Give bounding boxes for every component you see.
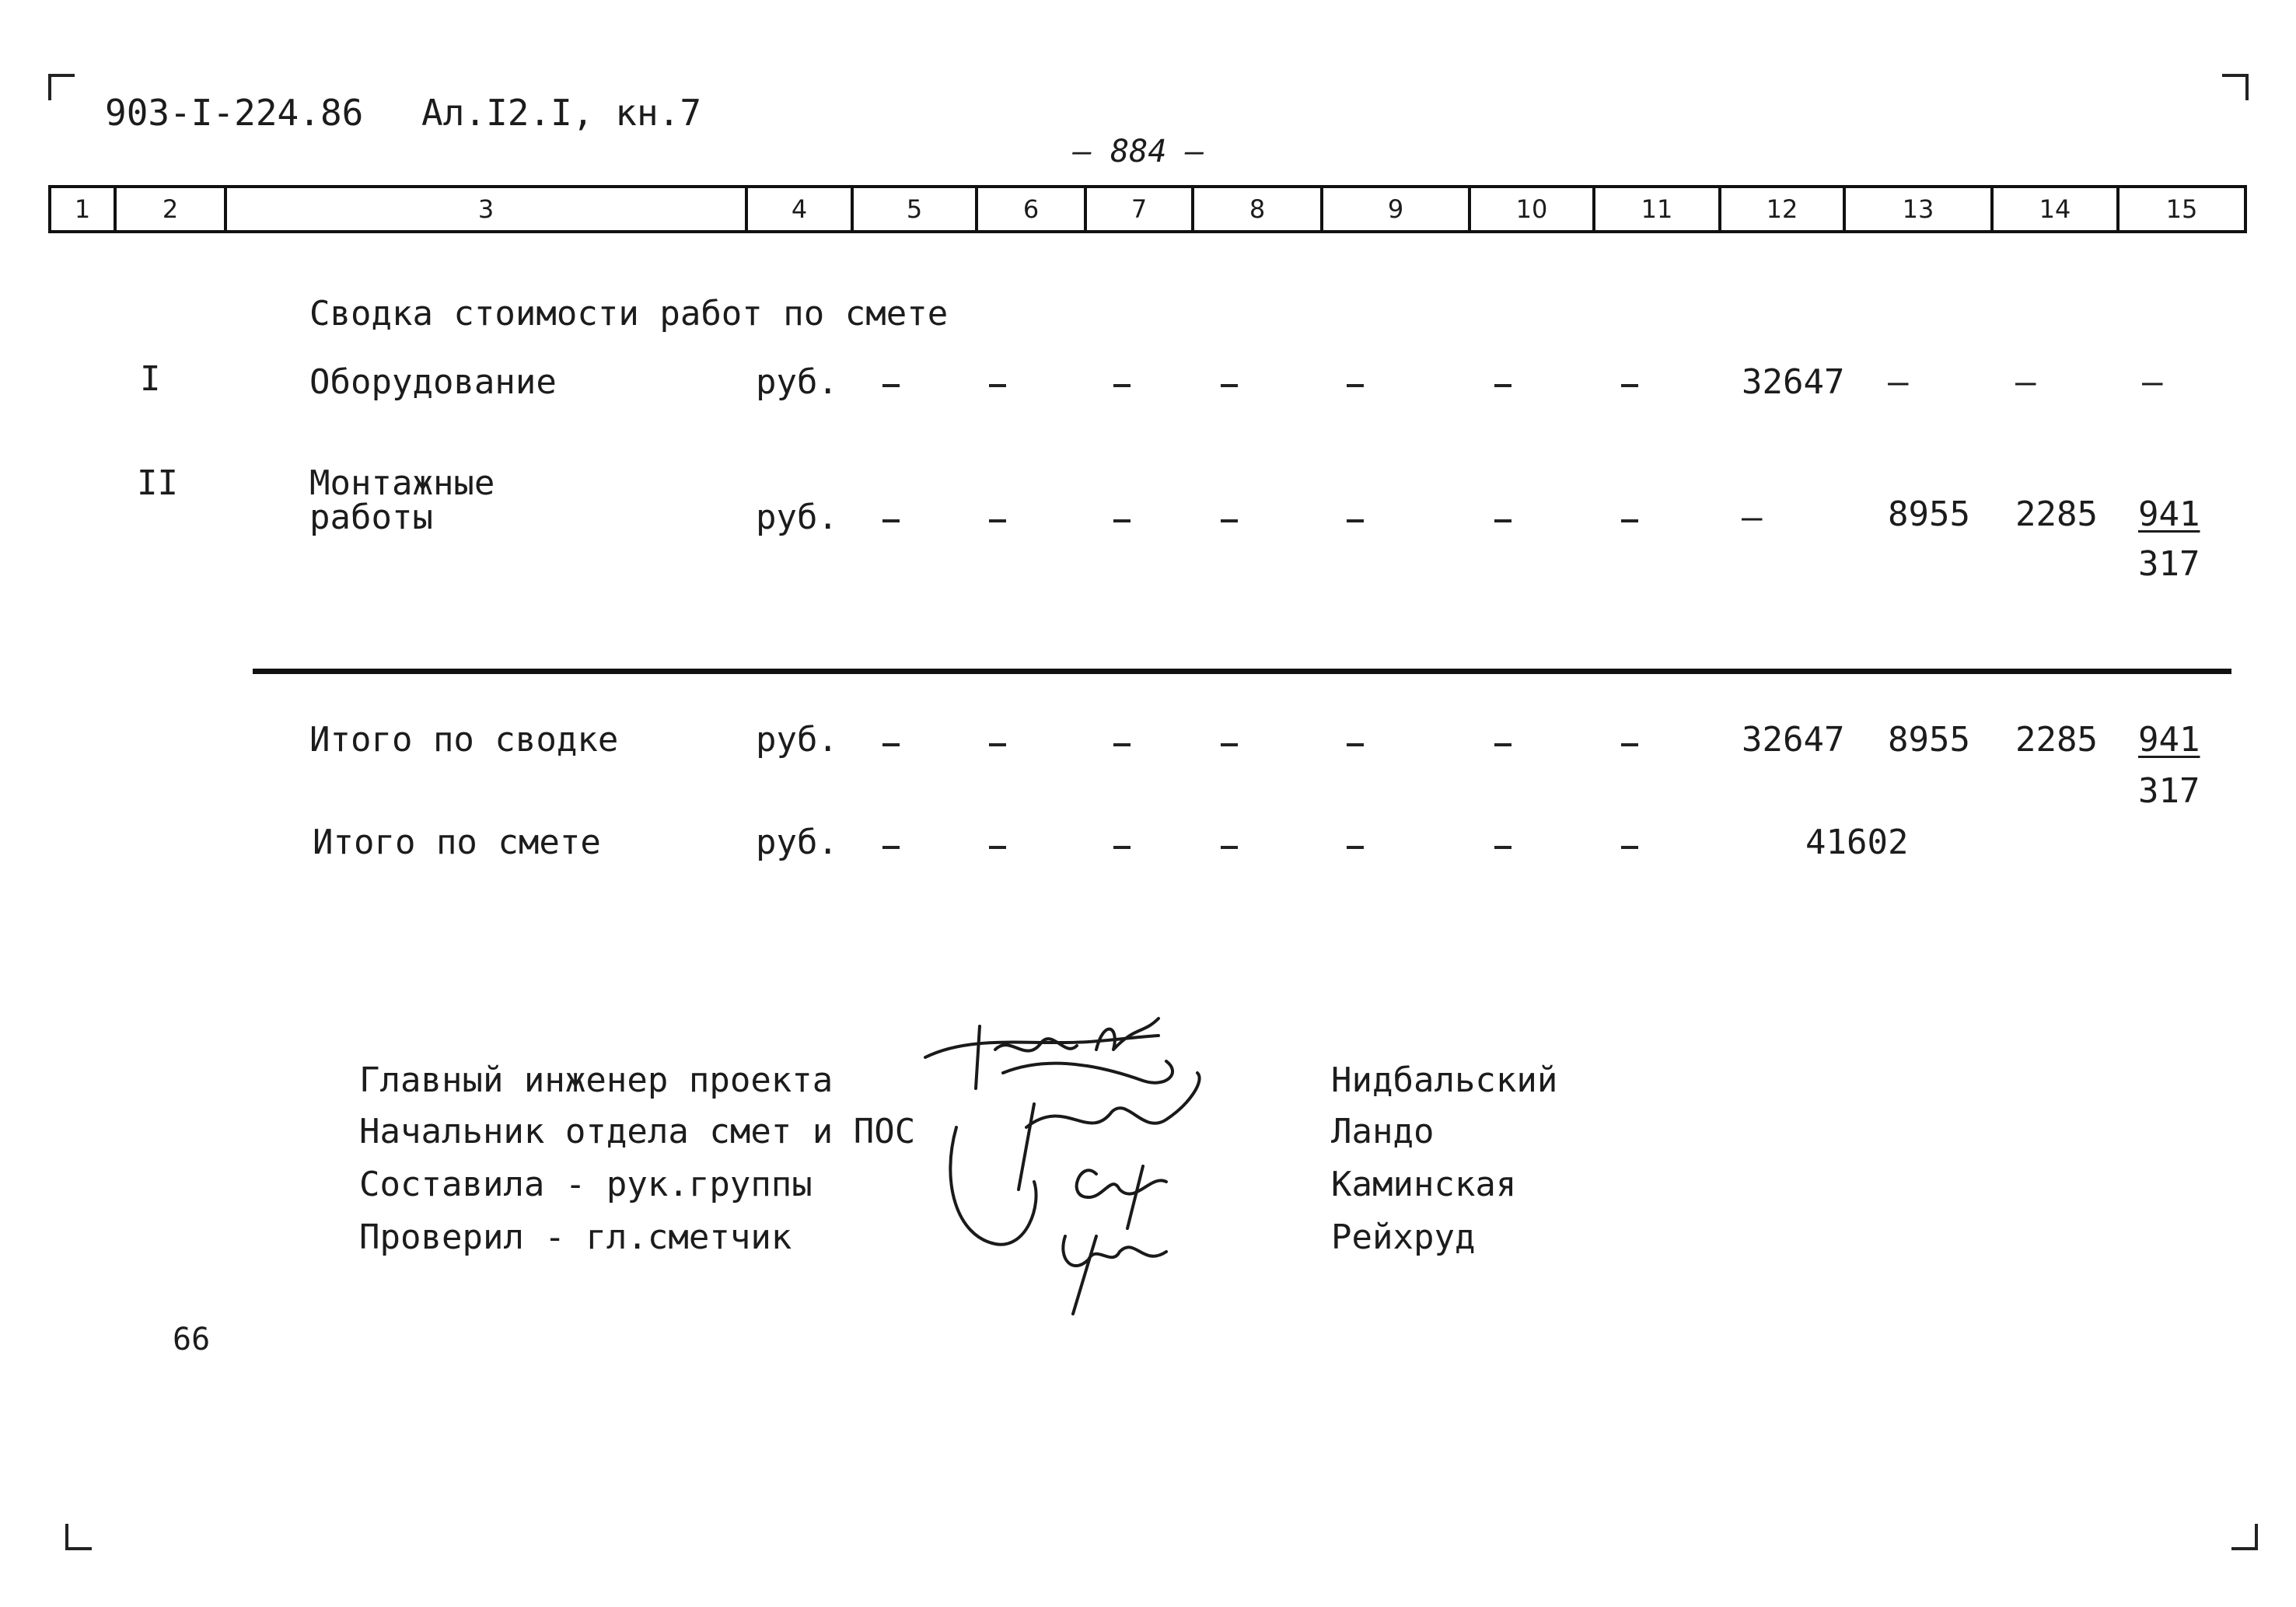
empty-cell-dash (882, 519, 900, 522)
corner-mark-bottom-left (65, 1524, 92, 1550)
column-number: 12 (1721, 185, 1846, 233)
empty-cell-dash (1494, 743, 1511, 746)
empty-cell-dash (1113, 519, 1131, 522)
column-number: 5 (854, 185, 978, 233)
row-name: Оборудование (309, 362, 557, 402)
empty-cell-dash (1221, 519, 1238, 522)
total-unit: руб. (756, 823, 838, 862)
empty-cell-dash (882, 743, 900, 746)
cell-col13: – (1888, 362, 1909, 402)
empty-cell-dash (989, 519, 1006, 522)
empty-cell-dash (989, 846, 1006, 849)
signature-role: Начальник отдела смет и ПОС (359, 1112, 916, 1151)
total-col12: 32647 (1742, 720, 1845, 760)
empty-cell-dash (1347, 846, 1364, 849)
empty-cell-dash (1347, 743, 1364, 746)
total-col15-numerator: 941 (2138, 720, 2200, 760)
cell-col12: 32647 (1742, 362, 1845, 402)
cell-col12: – (1742, 498, 1763, 537)
empty-cell-dash (1113, 846, 1131, 849)
total-col13: 8955 (1888, 720, 1970, 760)
summary-title: Сводка стоимости работ по смете (309, 294, 949, 334)
column-number: 10 (1471, 185, 1595, 233)
total-col15-denominator: 317 (2138, 771, 2200, 811)
cell-col14: 2285 (2015, 494, 2098, 534)
cell-col15-numerator: 941 (2138, 494, 2200, 534)
signature-role: Главный инженер проекта (359, 1060, 833, 1100)
signatory-name: Каминская (1331, 1165, 1517, 1204)
cell-col15-denominator: 317 (2138, 544, 2200, 584)
column-number: 3 (227, 185, 748, 233)
column-number: 2 (117, 185, 227, 233)
empty-cell-dash (1494, 519, 1511, 522)
column-number: 15 (2120, 185, 2247, 233)
total-estimate-label: Итого по смете (313, 823, 601, 862)
signatory-name: Нидбальский (1331, 1060, 1558, 1100)
empty-cell-dash (882, 384, 900, 387)
page-number: — 884 — (1073, 134, 1204, 169)
empty-cell-dash (1113, 743, 1131, 746)
signature-role: Проверил - гл.сметчик (359, 1217, 792, 1257)
cell-col13: 8955 (1888, 494, 1970, 534)
corner-mark-top-right (2222, 74, 2249, 100)
empty-cell-dash (1221, 384, 1238, 387)
corner-mark-top-left (48, 74, 75, 100)
total-summary-label: Итого по сводке (309, 720, 619, 760)
row-unit: руб. (756, 362, 838, 402)
column-number: 1 (48, 185, 117, 233)
column-number: 9 (1323, 185, 1471, 233)
document-code: 903-I-224.86 (105, 92, 364, 134)
signatory-name: Рейхруд (1331, 1217, 1476, 1257)
empty-cell-dash (1621, 846, 1638, 849)
empty-cell-dash (989, 743, 1006, 746)
handwritten-signatures (910, 1003, 1298, 1337)
row-number: II (137, 463, 178, 503)
total-col14: 2285 (2015, 720, 2098, 760)
column-number: 4 (748, 185, 854, 233)
empty-cell-dash (1113, 384, 1131, 387)
empty-cell-dash (1221, 846, 1238, 849)
grand-total-sum: 41602 (1805, 823, 1909, 862)
footer-sheet-number: 66 (173, 1322, 211, 1357)
empty-cell-dash (1621, 743, 1638, 746)
column-number-header (48, 185, 2247, 233)
empty-cell-dash (1621, 519, 1638, 522)
signature-role: Составила - рук.группы (359, 1165, 813, 1204)
empty-cell-dash (1347, 384, 1364, 387)
album-reference: Ал.I2.I, кн.7 (421, 92, 702, 134)
corner-mark-bottom-right (2231, 1524, 2258, 1550)
totals-divider-line (253, 669, 2231, 674)
column-number: 6 (978, 185, 1087, 233)
column-number: 13 (1846, 185, 1994, 233)
cell-col15: – (2142, 362, 2163, 402)
row-name-continued: работы (309, 498, 433, 537)
empty-cell-dash (1347, 519, 1364, 522)
empty-cell-dash (1494, 384, 1511, 387)
signatory-name: Ландо (1331, 1112, 1435, 1151)
row-unit: руб. (756, 498, 838, 537)
column-number: 14 (1994, 185, 2120, 233)
column-number: 8 (1194, 185, 1323, 233)
column-number: 7 (1087, 185, 1194, 233)
empty-cell-dash (1621, 384, 1638, 387)
empty-cell-dash (989, 384, 1006, 387)
total-unit: руб. (756, 720, 838, 760)
empty-cell-dash (1494, 846, 1511, 849)
row-number: I (140, 359, 161, 399)
empty-cell-dash (882, 846, 900, 849)
column-number: 11 (1595, 185, 1721, 233)
empty-cell-dash (1221, 743, 1238, 746)
cell-col14: – (2015, 362, 2036, 402)
row-name: Монтажные (309, 463, 495, 503)
